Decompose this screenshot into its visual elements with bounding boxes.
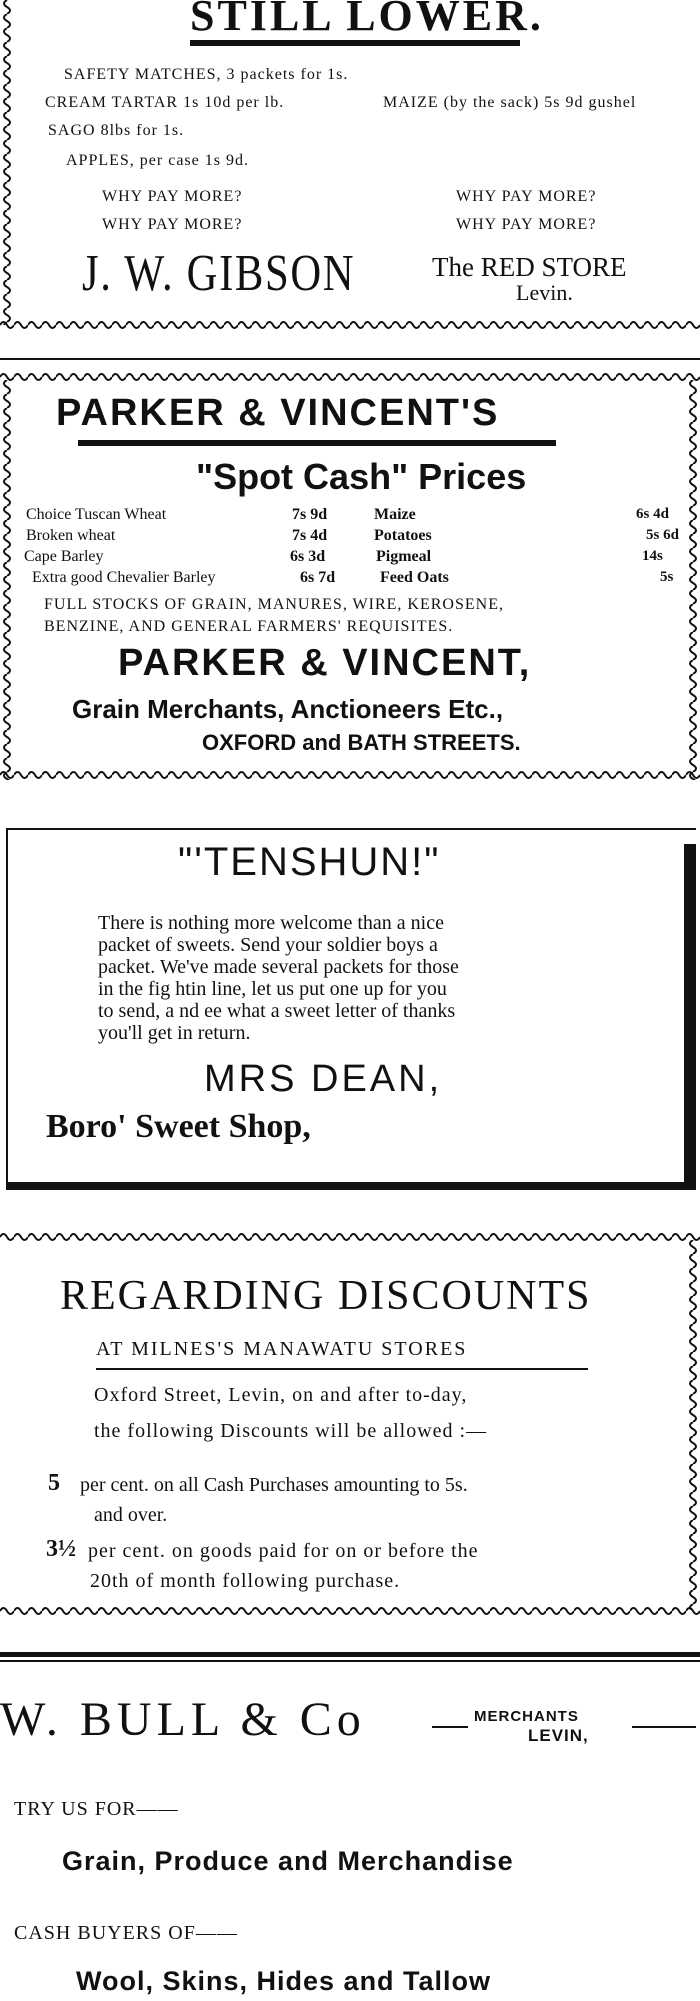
price-item: Potatoes <box>374 527 432 544</box>
price-value: 14s <box>642 548 663 564</box>
ad1-line: SAGO 8lbs for 1s. <box>48 122 185 139</box>
ad1-line: SAFETY MATCHES, 3 packets for 1s. <box>64 66 349 83</box>
ad4-heading: REGARDING DISCOUNTS <box>60 1273 592 1319</box>
ad4-discount-text: and over. <box>94 1504 168 1526</box>
ad5-rule <box>632 1726 696 1728</box>
ad1-heading: STILL LOWER. <box>190 0 544 40</box>
ad5-name: W. BULL & Co <box>0 1693 366 1746</box>
ad5-merchants: MERCHANTS <box>474 1708 579 1725</box>
ad4-discount-number: 5 <box>48 1470 60 1496</box>
price-value: 7s 4d <box>292 527 328 544</box>
wavy-border-left <box>0 0 14 325</box>
wavy-border-right <box>686 1240 700 1610</box>
wavy-border-bottom <box>0 768 700 782</box>
ad3-heading: "'TENSHUN!" <box>178 840 441 884</box>
ad3-shop: Boro' Sweet Shop, <box>46 1108 311 1145</box>
ad5-goods: Grain, Produce and Merchandise <box>62 1846 514 1876</box>
ad1-name: J. W. GIBSON <box>82 245 356 302</box>
ad1-why: WHY PAY MORE? <box>456 188 597 205</box>
ad4-discount-text: per cent. on all Cash Purchases amounting to 5s. <box>80 1474 468 1496</box>
box-border-left <box>6 828 8 1190</box>
ad4-line: Oxford Street, Levin, on and after to-day, <box>94 1384 468 1406</box>
ad3-body-line: in the fig htin line, let us put one up for you <box>98 978 447 1000</box>
ad2-address: OXFORD and BATH STREETS. <box>202 730 521 755</box>
ad1-line: CREAM TARTAR 1s 10d per lb. <box>45 94 285 111</box>
ad1-store: The RED STORE <box>432 252 627 282</box>
price-item: Choice Tuscan Wheat <box>26 506 167 523</box>
wavy-border-top <box>0 1230 700 1244</box>
wavy-border-top <box>0 370 700 384</box>
ad2-heading: PARKER & VINCENT'S <box>56 392 500 434</box>
ad1-heading-rule <box>190 40 520 46</box>
ad5-try: TRY US FOR—— <box>14 1798 179 1820</box>
ad2-trade: Grain Merchants, Anctioneers Etc., <box>72 694 504 724</box>
ad3-body-line: you'll get in return. <box>98 1022 251 1044</box>
ad1-why: WHY PAY MORE? <box>102 188 243 205</box>
price-item: Pigmeal <box>376 548 432 565</box>
wavy-border-bottom <box>0 1604 700 1618</box>
divider-rule <box>0 1652 700 1657</box>
ad3-body-line: packet of sweets. Send your soldier boys a <box>98 934 438 956</box>
box-border-right <box>684 844 696 1190</box>
ad5-rule <box>432 1726 468 1728</box>
ad3-body-line: packet. We've made several packets for those <box>98 956 459 978</box>
ad4-subheading-rule <box>96 1368 588 1370</box>
divider-rule <box>0 358 700 360</box>
ad5-town: LEVIN, <box>528 1726 589 1745</box>
ad5-cash: CASH BUYERS OF—— <box>14 1922 238 1944</box>
ad3-body-line: to send, a nd ee what a sweet letter of thanks <box>98 1000 456 1022</box>
ad1-why: WHY PAY MORE? <box>456 216 597 233</box>
wavy-border-left <box>0 380 14 780</box>
divider-rule <box>0 1660 700 1662</box>
price-value: 5s <box>660 569 674 585</box>
ad3-name: MRS DEAN, <box>204 1058 443 1100</box>
price-item: Maize <box>374 506 416 523</box>
ad4-discount-text: 20th of month following purchase. <box>90 1570 401 1592</box>
price-item: Broken wheat <box>26 527 116 544</box>
box-border-bottom <box>6 1182 696 1190</box>
ad4-discount-text: per cent. on goods paid for on or before the <box>88 1540 479 1562</box>
ad2-subheading: "Spot Cash" Prices <box>196 456 527 497</box>
price-value: 6s 7d <box>300 569 336 586</box>
ad1-line: MAIZE (by the sack) 5s 9d gushel <box>383 94 637 111</box>
ad1-town: Levin. <box>516 280 573 305</box>
ad4-line: the following Discounts will be allowed :— <box>94 1420 488 1442</box>
price-item: Feed Oats <box>380 569 449 586</box>
ad2-stocks-line: FULL STOCKS OF GRAIN, MANURES, WIRE, KEROSENE, <box>44 596 504 613</box>
ad2-name: PARKER & VINCENT, <box>118 642 532 684</box>
ad2-heading-rule <box>78 440 556 446</box>
box-border-top <box>6 828 696 830</box>
wavy-border-right <box>686 380 700 780</box>
price-value: 6s 3d <box>290 548 326 565</box>
price-value: 6s 4d <box>636 506 669 522</box>
wavy-divider <box>0 318 700 332</box>
ad1-why: WHY PAY MORE? <box>102 216 243 233</box>
price-item: Cape Barley <box>24 548 104 565</box>
ad4-discount-number: 3½ <box>46 1536 76 1562</box>
price-value: 5s 6d <box>646 527 679 543</box>
ad2-stocks-line: BENZINE, AND GENERAL FARMERS' REQUISITES. <box>44 618 454 635</box>
price-item: Extra good Chevalier Barley <box>32 569 216 586</box>
ad3-body-line: There is nothing more welcome than a nice <box>98 912 444 934</box>
price-value: 7s 9d <box>292 506 328 523</box>
ad5-buy: Wool, Skins, Hides and Tallow <box>76 1966 492 1996</box>
ad4-subheading: AT MILNES'S MANAWATU STORES <box>96 1338 468 1360</box>
ad1-line: APPLES, per case 1s 9d. <box>66 152 249 169</box>
